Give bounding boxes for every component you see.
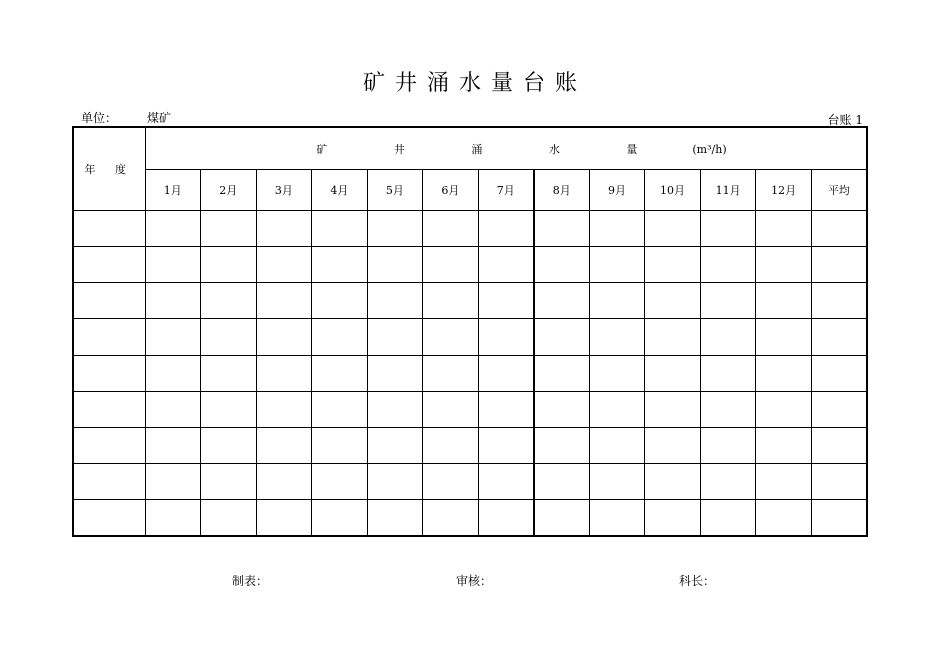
value-cell[interactable] [201, 211, 257, 247]
water-inflow-header [145, 127, 867, 170]
value-cell[interactable] [534, 211, 590, 247]
value-cell[interactable] [811, 283, 867, 319]
value-cell[interactable] [811, 319, 867, 355]
year-header: 年 度 [73, 127, 145, 211]
value-cell[interactable] [478, 391, 534, 427]
value-cell[interactable] [700, 499, 756, 536]
value-cell[interactable] [201, 463, 257, 499]
value-cell[interactable] [201, 427, 257, 463]
value-cell[interactable] [145, 211, 201, 247]
table-row [73, 427, 867, 463]
month-header: 4月 [312, 170, 368, 211]
month-header: 平均 [811, 170, 867, 211]
value-cell[interactable] [645, 499, 701, 536]
value-cell[interactable] [756, 211, 812, 247]
value-cell[interactable] [256, 499, 312, 536]
value-cell[interactable] [478, 283, 534, 319]
year-cell[interactable] [73, 211, 145, 247]
table-row [73, 499, 867, 536]
value-cell[interactable] [423, 391, 479, 427]
value-cell[interactable] [534, 319, 590, 355]
table-row [73, 355, 867, 391]
value-cell[interactable] [645, 427, 701, 463]
value-cell[interactable] [256, 319, 312, 355]
value-cell[interactable] [256, 247, 312, 283]
value-cell[interactable] [478, 463, 534, 499]
value-cell[interactable] [534, 391, 590, 427]
value-cell[interactable] [201, 355, 257, 391]
value-cell[interactable] [423, 427, 479, 463]
value-cell[interactable] [756, 463, 812, 499]
value-cell[interactable] [256, 283, 312, 319]
unit-label: 单位： [81, 111, 118, 125]
month-header: 9月 [589, 170, 645, 211]
year-cell[interactable] [73, 499, 145, 536]
value-cell[interactable] [145, 319, 201, 355]
value-cell[interactable] [367, 211, 423, 247]
month-header: 3月 [256, 170, 312, 211]
table-row [73, 391, 867, 427]
table-row [73, 463, 867, 499]
value-cell[interactable] [367, 319, 423, 355]
value-cell[interactable] [478, 355, 534, 391]
value-cell[interactable] [645, 319, 701, 355]
value-cell[interactable] [645, 211, 701, 247]
value-cell[interactable] [589, 355, 645, 391]
reviewed-by-label: 审核： [456, 574, 493, 588]
year-cell[interactable] [73, 463, 145, 499]
prepared-by-label: 制表： [232, 574, 269, 588]
value-cell[interactable] [423, 355, 479, 391]
value-cell[interactable] [645, 463, 701, 499]
year-cell[interactable] [73, 319, 145, 355]
year-cell[interactable] [73, 427, 145, 463]
value-cell[interactable] [756, 499, 812, 536]
value-cell[interactable] [312, 319, 368, 355]
value-cell[interactable] [201, 283, 257, 319]
value-cell[interactable] [367, 355, 423, 391]
value-cell[interactable] [367, 391, 423, 427]
value-cell[interactable] [478, 427, 534, 463]
value-cell[interactable] [811, 427, 867, 463]
header-char: 井 [393, 142, 405, 156]
value-cell[interactable] [534, 283, 590, 319]
value-cell[interactable] [478, 499, 534, 536]
value-cell[interactable] [589, 391, 645, 427]
value-cell[interactable] [201, 319, 257, 355]
month-header: 5月 [367, 170, 423, 211]
value-cell[interactable] [312, 391, 368, 427]
value-cell[interactable] [589, 463, 645, 499]
value-cell[interactable] [256, 355, 312, 391]
month-header: 10月 [645, 170, 701, 211]
value-cell[interactable] [700, 247, 756, 283]
value-cell[interactable] [145, 463, 201, 499]
value-cell[interactable] [145, 499, 201, 536]
value-cell[interactable] [256, 391, 312, 427]
table-row [73, 211, 867, 247]
value-cell[interactable] [367, 463, 423, 499]
value-cell[interactable] [589, 247, 645, 283]
month-header: 6月 [423, 170, 479, 211]
value-cell[interactable] [811, 355, 867, 391]
unit-value: 煤矿 [147, 111, 172, 125]
value-cell[interactable] [756, 391, 812, 427]
month-header: 11月 [700, 170, 756, 211]
value-cell[interactable] [700, 427, 756, 463]
value-cell[interactable] [756, 283, 812, 319]
value-cell[interactable] [201, 499, 257, 536]
year-cell[interactable] [73, 283, 145, 319]
page-title: 矿井涌水量台账 [362, 71, 587, 96]
table-row [73, 247, 867, 283]
value-cell[interactable] [589, 283, 645, 319]
value-cell[interactable] [312, 211, 368, 247]
year-cell[interactable] [73, 247, 145, 283]
value-cell[interactable] [756, 355, 812, 391]
value-cell[interactable] [645, 391, 701, 427]
value-cell[interactable] [645, 283, 701, 319]
header-char: 涌 [471, 142, 483, 156]
year-cell[interactable] [73, 355, 145, 391]
month-header: 2月 [201, 170, 257, 211]
value-cell[interactable] [312, 463, 368, 499]
value-cell[interactable] [534, 499, 590, 536]
header-char: 矿 [316, 142, 328, 156]
value-cell[interactable] [423, 499, 479, 536]
value-cell[interactable] [700, 355, 756, 391]
value-cell[interactable] [312, 499, 368, 536]
value-cell[interactable] [645, 355, 701, 391]
header-unit: (m³/h) [692, 142, 727, 156]
value-cell[interactable] [756, 319, 812, 355]
value-cell[interactable] [756, 247, 812, 283]
value-cell[interactable] [312, 247, 368, 283]
value-cell[interactable] [145, 247, 201, 283]
value-cell[interactable] [423, 319, 479, 355]
section-chief-label: 科长： [679, 574, 716, 588]
water-inflow-table [72, 126, 868, 537]
value-cell[interactable] [423, 247, 479, 283]
month-header: 1月 [145, 170, 201, 211]
value-cell[interactable] [811, 499, 867, 536]
value-cell[interactable] [534, 463, 590, 499]
value-cell[interactable] [589, 499, 645, 536]
value-cell[interactable] [145, 355, 201, 391]
value-cell[interactable] [423, 463, 479, 499]
value-cell[interactable] [312, 355, 368, 391]
value-cell[interactable] [700, 463, 756, 499]
value-cell[interactable] [811, 463, 867, 499]
value-cell[interactable] [589, 211, 645, 247]
year-cell[interactable] [73, 391, 145, 427]
table-row [73, 283, 867, 319]
value-cell[interactable] [811, 391, 867, 427]
value-cell[interactable] [589, 319, 645, 355]
header-char: 水 [548, 142, 560, 156]
value-cell[interactable] [367, 283, 423, 319]
value-cell[interactable] [312, 283, 368, 319]
value-cell[interactable] [256, 211, 312, 247]
value-cell[interactable] [700, 319, 756, 355]
value-cell[interactable] [534, 427, 590, 463]
value-cell[interactable] [700, 283, 756, 319]
value-cell[interactable] [645, 247, 701, 283]
value-cell[interactable] [423, 211, 479, 247]
value-cell[interactable] [256, 427, 312, 463]
value-cell[interactable] [145, 391, 201, 427]
value-cell[interactable] [811, 247, 867, 283]
value-cell[interactable] [201, 391, 257, 427]
ledger-number: 台账 1 [827, 113, 863, 127]
value-cell[interactable] [367, 427, 423, 463]
month-header: 12月 [756, 170, 812, 211]
value-cell[interactable] [201, 247, 257, 283]
value-cell[interactable] [811, 211, 867, 247]
value-cell[interactable] [367, 247, 423, 283]
value-cell[interactable] [312, 427, 368, 463]
value-cell[interactable] [478, 211, 534, 247]
value-cell[interactable] [589, 427, 645, 463]
value-cell[interactable] [145, 283, 201, 319]
value-cell[interactable] [534, 247, 590, 283]
value-cell[interactable] [700, 211, 756, 247]
value-cell[interactable] [756, 427, 812, 463]
value-cell[interactable] [478, 319, 534, 355]
table-row [73, 319, 867, 355]
header-char: 量 [626, 142, 638, 156]
value-cell[interactable] [367, 499, 423, 536]
value-cell[interactable] [423, 283, 479, 319]
month-header: 8月 [534, 170, 590, 211]
value-cell[interactable] [700, 391, 756, 427]
value-cell[interactable] [534, 355, 590, 391]
value-cell[interactable] [145, 427, 201, 463]
month-header: 7月 [478, 170, 534, 211]
value-cell[interactable] [478, 247, 534, 283]
value-cell[interactable] [256, 463, 312, 499]
